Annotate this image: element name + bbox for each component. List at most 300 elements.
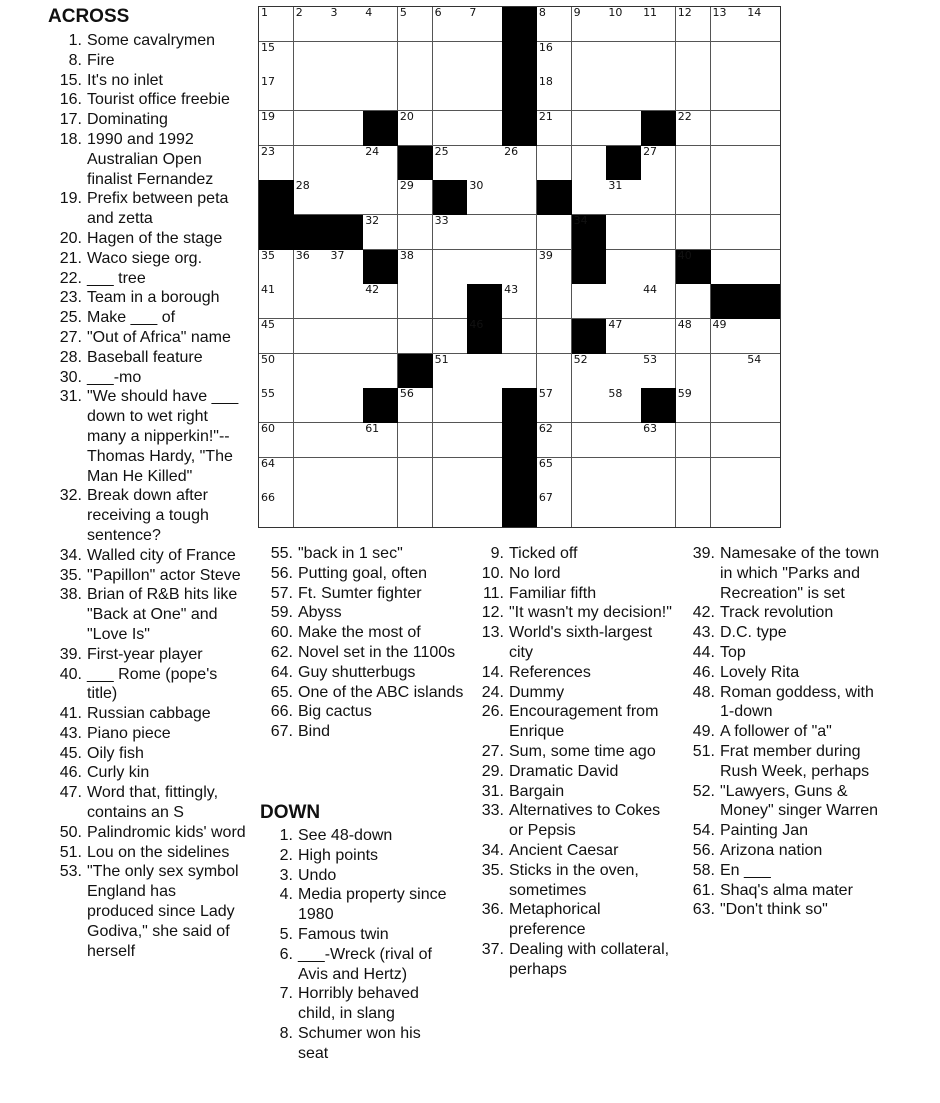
grid-cell[interactable]: [606, 319, 641, 354]
clue-text: Brian of R&B hits like "Back at One" and "Love Is": [87, 586, 238, 643]
grid-cell[interactable]: [328, 111, 363, 146]
grid-cell[interactable]: [641, 146, 676, 181]
grid-cell[interactable]: [363, 76, 398, 111]
clue-text: ___ tree: [87, 269, 146, 287]
across-clue: [59, 269, 247, 289]
grid-cell[interactable]: [294, 42, 329, 77]
grid-cell[interactable]: [433, 423, 468, 458]
grid-cell[interactable]: [537, 76, 572, 111]
grid-cell[interactable]: [294, 76, 329, 111]
clue-number: 55.: [270, 545, 293, 562]
clue-text: Ft. Sumter fighter: [298, 584, 422, 602]
grid-cell[interactable]: [641, 42, 676, 77]
grid-cell[interactable]: [537, 111, 572, 146]
grid-cell[interactable]: [676, 492, 711, 527]
grid-cell[interactable]: [572, 146, 607, 181]
grid-cell[interactable]: [398, 250, 433, 285]
grid-cell[interactable]: [606, 354, 641, 389]
grid-cell[interactable]: [259, 319, 294, 354]
grid-cell[interactable]: [328, 388, 363, 423]
grid-cell[interactable]: [398, 215, 433, 250]
grid-cell[interactable]: [398, 111, 433, 146]
grid-cell[interactable]: [259, 250, 294, 285]
grid-cell[interactable]: [328, 354, 363, 389]
grid-cell[interactable]: [606, 458, 641, 493]
down-clue: [279, 885, 448, 925]
cell-number: 53: [643, 352, 658, 366]
grid-cell[interactable]: [745, 215, 780, 250]
grid-cell[interactable]: [294, 319, 329, 354]
clue-text: Tourist office freebie: [87, 91, 230, 109]
grid-cell[interactable]: [294, 250, 329, 285]
grid-cell[interactable]: [398, 76, 433, 111]
grid-cell[interactable]: [433, 7, 468, 42]
grid-cell[interactable]: [363, 7, 398, 42]
grid-cell[interactable]: [398, 180, 433, 215]
grid-cell[interactable]: [467, 250, 502, 285]
clue-text: "Don't think so": [720, 901, 828, 919]
grid-cell[interactable]: [433, 146, 468, 181]
black-square: [467, 319, 502, 354]
grid-cell[interactable]: [745, 354, 780, 389]
grid-cell[interactable]: [259, 42, 294, 77]
grid-cell[interactable]: [363, 180, 398, 215]
grid-cell[interactable]: [294, 7, 329, 42]
grid-cell[interactable]: [467, 7, 502, 42]
down-clue: [481, 742, 674, 762]
grid-cell[interactable]: [433, 319, 468, 354]
grid-cell[interactable]: [467, 111, 502, 146]
grid-cell[interactable]: [363, 146, 398, 181]
grid-cell[interactable]: [537, 388, 572, 423]
grid-cell[interactable]: [711, 111, 746, 146]
grid-cell[interactable]: [363, 42, 398, 77]
grid-cell[interactable]: [711, 76, 746, 111]
cell-number: 29: [399, 179, 414, 193]
grid-cell[interactable]: [572, 111, 607, 146]
cell-number: 30: [469, 179, 484, 193]
grid-cell[interactable]: [676, 42, 711, 77]
grid-cell[interactable]: [467, 388, 502, 423]
grid-cell[interactable]: [711, 458, 746, 493]
grid-cell[interactable]: [606, 215, 641, 250]
grid-cell[interactable]: [572, 180, 607, 215]
clue-text: Novel set in the 1100s: [298, 643, 456, 661]
across-clue: [59, 763, 247, 783]
grid-cell[interactable]: [641, 354, 676, 389]
grid-cell[interactable]: [537, 319, 572, 354]
down-clue: [692, 663, 880, 683]
grid-cell[interactable]: [711, 492, 746, 527]
clue-number: 67.: [270, 723, 293, 741]
grid-cell[interactable]: [711, 319, 746, 354]
grid-cell[interactable]: [328, 319, 363, 354]
across-clue: [59, 862, 247, 961]
black-square: [572, 250, 607, 285]
cell-number: 40: [677, 248, 692, 262]
grid-cell[interactable]: [259, 354, 294, 389]
grid-cell[interactable]: [433, 492, 468, 527]
grid-cell[interactable]: [572, 7, 607, 42]
grid-cell[interactable]: [294, 388, 329, 423]
grid-cell[interactable]: [259, 146, 294, 181]
grid-cell[interactable]: [259, 388, 294, 423]
cell-number: 38: [399, 248, 414, 262]
grid-cell[interactable]: [537, 7, 572, 42]
grid-cell[interactable]: [745, 7, 780, 42]
down-clue: [279, 945, 448, 985]
clue-number: 32.: [59, 487, 82, 505]
grid-cell[interactable]: [363, 284, 398, 319]
clue-text: "Out of Africa" name: [87, 328, 231, 346]
grid-cell[interactable]: [433, 215, 468, 250]
black-square: [502, 423, 537, 458]
cell-number: 22: [677, 110, 692, 123]
grid-cell[interactable]: [433, 250, 468, 285]
grid-cell[interactable]: [711, 388, 746, 423]
grid-cell[interactable]: [745, 146, 780, 181]
grid-cell[interactable]: [259, 284, 294, 319]
grid-cell[interactable]: [363, 354, 398, 389]
grid-cell[interactable]: [328, 492, 363, 527]
clue-text: Putting goal, often: [298, 564, 427, 582]
across-clue: [68, 31, 247, 51]
clue-text: References: [509, 663, 591, 681]
grid-cell[interactable]: [433, 284, 468, 319]
grid-cell[interactable]: [572, 42, 607, 77]
grid-cell[interactable]: [294, 284, 329, 319]
grid-cell[interactable]: [398, 7, 433, 42]
grid-cell[interactable]: [676, 146, 711, 181]
grid-cell[interactable]: [502, 146, 537, 181]
down-clue: [279, 925, 448, 945]
grid-cell[interactable]: [641, 180, 676, 215]
grid-cell[interactable]: [641, 215, 676, 250]
clue-text: Curly kin: [87, 764, 150, 782]
grid-cell[interactable]: [259, 7, 294, 42]
grid-cell[interactable]: [606, 180, 641, 215]
grid-cell[interactable]: [328, 42, 363, 77]
grid-cell[interactable]: [294, 458, 329, 493]
grid-cell[interactable]: [745, 250, 780, 285]
down-clue: [481, 683, 674, 703]
grid-cell[interactable]: [433, 458, 468, 493]
clue-text: 1990 and 1992 Australian Open finalist Fernandez: [87, 130, 214, 188]
grid-cell[interactable]: [676, 319, 711, 354]
black-square: [294, 215, 329, 250]
clue-text: Horribly behaved child, in slang: [298, 985, 419, 1023]
grid-cell[interactable]: [502, 284, 537, 319]
grid-cell[interactable]: [676, 354, 711, 389]
cell-number: 57: [538, 387, 553, 401]
clue-number: 46.: [59, 764, 82, 782]
grid-cell[interactable]: [537, 42, 572, 77]
cell-number: 10: [608, 6, 623, 19]
grid-cell[interactable]: [676, 111, 711, 146]
grid-cell[interactable]: [467, 492, 502, 527]
across-clue: [59, 71, 247, 91]
grid-cell[interactable]: [676, 284, 711, 319]
clue-number: 50.: [59, 823, 82, 841]
grid-cell[interactable]: [572, 458, 607, 493]
grid-cell[interactable]: [711, 146, 746, 181]
across-clue: [59, 288, 247, 308]
clue-text: ___-mo: [87, 368, 142, 386]
grid-cell[interactable]: [398, 42, 433, 77]
grid-cell[interactable]: [606, 492, 641, 527]
grid-cell[interactable]: [606, 42, 641, 77]
clue-number: 38.: [59, 586, 82, 604]
clue-text: Fire: [87, 51, 115, 69]
grid-cell[interactable]: [294, 111, 329, 146]
cell-number: 66: [261, 491, 275, 505]
grid-cell[interactable]: [398, 388, 433, 423]
across-clue: [59, 585, 247, 644]
across-clue: [59, 843, 247, 863]
grid-cell[interactable]: [294, 423, 329, 458]
grid-cell[interactable]: [572, 284, 607, 319]
grid-cell[interactable]: [641, 76, 676, 111]
clue-number: 37.: [481, 940, 504, 958]
clue-number: 6.: [279, 945, 293, 963]
grid-cell[interactable]: [641, 250, 676, 285]
grid-cell[interactable]: [606, 284, 641, 319]
grid-cell[interactable]: [363, 319, 398, 354]
grid-cell[interactable]: [328, 250, 363, 285]
grid-cell[interactable]: [676, 388, 711, 423]
cell-number: 13: [712, 6, 727, 19]
grid-cell[interactable]: [294, 492, 329, 527]
grid-cell[interactable]: [502, 319, 537, 354]
grid-cell[interactable]: [467, 423, 502, 458]
grid-cell[interactable]: [641, 284, 676, 319]
clue-number: 60.: [270, 624, 293, 642]
grid-cell[interactable]: [606, 111, 641, 146]
clue-text: Hagen of the stage: [87, 229, 223, 247]
clue-number: 18.: [59, 130, 82, 148]
grid-cell[interactable]: [328, 7, 363, 42]
clue-number: 7.: [279, 985, 293, 1003]
grid-cell[interactable]: [433, 42, 468, 77]
down-clue: [481, 841, 674, 861]
grid-cell[interactable]: [606, 76, 641, 111]
grid-cell[interactable]: [259, 492, 294, 527]
grid-cell[interactable]: [433, 388, 468, 423]
grid-cell[interactable]: [467, 146, 502, 181]
cell-number: 14: [747, 6, 762, 19]
grid-cell[interactable]: [745, 180, 780, 215]
grid-cell[interactable]: [572, 492, 607, 527]
grid-cell[interactable]: [328, 284, 363, 319]
grid-cell[interactable]: [467, 76, 502, 111]
clue-number: 25.: [59, 309, 82, 327]
down-clue: [481, 623, 674, 663]
grid-cell[interactable]: [606, 250, 641, 285]
cell-number: 6: [434, 6, 442, 19]
clue-text: High points: [298, 846, 379, 864]
grid-cell[interactable]: [745, 319, 780, 354]
clue-number: 26.: [481, 703, 504, 721]
grid-cell[interactable]: [328, 423, 363, 458]
across-clue: [59, 348, 247, 368]
clue-text: Walled city of France: [87, 546, 236, 564]
clue-number: 15.: [59, 71, 82, 89]
grid-cell[interactable]: [502, 250, 537, 285]
clue-text: Sum, some time ago: [509, 742, 656, 760]
clue-text: Word that, fittingly, contains an S: [87, 784, 219, 822]
cell-number: 37: [330, 248, 345, 262]
grid-cell[interactable]: [398, 284, 433, 319]
grid-cell[interactable]: [676, 180, 711, 215]
black-square: [398, 354, 433, 389]
grid-cell[interactable]: [363, 492, 398, 527]
grid-cell[interactable]: [572, 423, 607, 458]
grid-cell[interactable]: [641, 423, 676, 458]
grid-cell[interactable]: [711, 180, 746, 215]
grid-cell[interactable]: [363, 215, 398, 250]
grid-cell[interactable]: [537, 354, 572, 389]
clue-number: 40.: [59, 665, 82, 683]
grid-cell[interactable]: [398, 458, 433, 493]
clue-text: Baseball feature: [87, 348, 203, 366]
grid-cell[interactable]: [537, 423, 572, 458]
cell-number: 67: [538, 491, 553, 505]
grid-cell[interactable]: [745, 388, 780, 423]
grid-cell[interactable]: [502, 215, 537, 250]
clue-number: 51.: [59, 843, 82, 861]
grid-cell[interactable]: [745, 42, 780, 77]
clue-text: Familiar fifth: [509, 584, 597, 602]
grid-cell[interactable]: [745, 111, 780, 146]
grid-cell[interactable]: [676, 7, 711, 42]
grid-cell[interactable]: [328, 458, 363, 493]
grid-cell[interactable]: [711, 354, 746, 389]
grid-cell[interactable]: [676, 215, 711, 250]
cell-number: 49: [712, 318, 727, 331]
cell-number: 55: [261, 387, 275, 401]
grid-cell[interactable]: [711, 423, 746, 458]
clue-text: Schumer won his seat: [298, 1024, 421, 1062]
grid-cell[interactable]: [745, 423, 780, 458]
grid-cell[interactable]: [398, 319, 433, 354]
grid-cell[interactable]: [294, 180, 329, 215]
grid-cell[interactable]: [711, 42, 746, 77]
grid-cell[interactable]: [676, 458, 711, 493]
clue-number: 27.: [481, 742, 504, 760]
grid-cell[interactable]: [467, 215, 502, 250]
grid-cell[interactable]: [711, 7, 746, 42]
grid-cell[interactable]: [745, 492, 780, 527]
cell-number: 39: [538, 248, 553, 262]
down-clue: [481, 762, 674, 782]
grid-cell[interactable]: [398, 492, 433, 527]
clue-number: 33.: [481, 802, 504, 820]
grid-cell[interactable]: [363, 458, 398, 493]
grid-cell[interactable]: [433, 76, 468, 111]
grid-cell[interactable]: [259, 111, 294, 146]
grid-cell[interactable]: [537, 284, 572, 319]
grid-cell[interactable]: [502, 180, 537, 215]
clue-text: Oily fish: [87, 744, 144, 762]
grid-cell[interactable]: [328, 146, 363, 181]
grid-cell[interactable]: [537, 215, 572, 250]
grid-cell[interactable]: [259, 458, 294, 493]
grid-cell[interactable]: [745, 458, 780, 493]
down-clue: [481, 861, 674, 901]
clue-text: One of the ABC islands: [298, 683, 464, 701]
grid-cell[interactable]: [433, 111, 468, 146]
across-clue: [59, 189, 247, 229]
grid-cell[interactable]: [467, 354, 502, 389]
grid-cell[interactable]: [641, 7, 676, 42]
grid-cell[interactable]: [745, 76, 780, 111]
down-clue: [692, 821, 880, 841]
grid-cell[interactable]: [467, 180, 502, 215]
grid-cell[interactable]: [433, 354, 468, 389]
cell-number: 60: [261, 422, 275, 435]
grid-cell[interactable]: [467, 42, 502, 77]
clue-text: It's no inlet: [87, 71, 163, 89]
across-heading: ACROSS: [48, 6, 130, 27]
black-square: [363, 111, 398, 146]
clue-number: 34.: [59, 546, 82, 564]
grid-cell[interactable]: [537, 492, 572, 527]
grid-cell[interactable]: [467, 458, 502, 493]
clue-number: 19.: [59, 190, 82, 208]
grid-cell[interactable]: [641, 458, 676, 493]
grid-cell[interactable]: [294, 146, 329, 181]
clue-number: 53.: [59, 863, 82, 881]
cell-number: 51: [434, 352, 449, 366]
grid-cell[interactable]: [676, 76, 711, 111]
grid-cell[interactable]: [537, 146, 572, 181]
clue-text: "We should have ___ down to wet right many a nipperkin!"--Thomas Hardy, "The Man He Killed": [87, 388, 239, 485]
grid-cell[interactable]: [537, 250, 572, 285]
grid-cell[interactable]: [641, 319, 676, 354]
clue-number: 17.: [59, 111, 82, 129]
grid-cell[interactable]: [711, 215, 746, 250]
grid-cell[interactable]: [328, 76, 363, 111]
clue-text: Bargain: [509, 782, 565, 800]
cell-number: 17: [261, 75, 275, 89]
clue-number: 27.: [59, 328, 82, 346]
grid-cell[interactable]: [572, 76, 607, 111]
grid-cell[interactable]: [606, 7, 641, 42]
grid-cell[interactable]: [259, 423, 294, 458]
clue-number: 21.: [59, 249, 82, 267]
down-clue: [692, 742, 880, 782]
cell-number: 63: [643, 422, 658, 435]
grid-cell[interactable]: [502, 354, 537, 389]
grid-cell[interactable]: [328, 180, 363, 215]
grid-cell[interactable]: [676, 423, 711, 458]
grid-cell[interactable]: [641, 492, 676, 527]
grid-cell[interactable]: [537, 458, 572, 493]
grid-cell[interactable]: [606, 388, 641, 423]
clue-number: 58.: [692, 861, 715, 879]
grid-cell[interactable]: [363, 423, 398, 458]
grid-cell[interactable]: [294, 354, 329, 389]
grid-cell[interactable]: [259, 76, 294, 111]
grid-cell[interactable]: [711, 250, 746, 285]
down-clue: [279, 846, 448, 866]
clue-number: 23.: [59, 289, 82, 307]
grid-cell[interactable]: [572, 388, 607, 423]
grid-cell[interactable]: [572, 354, 607, 389]
grid-cell[interactable]: [398, 423, 433, 458]
clue-text: Break down after receiving a tough sentence?: [87, 487, 209, 544]
grid-cell[interactable]: [606, 423, 641, 458]
